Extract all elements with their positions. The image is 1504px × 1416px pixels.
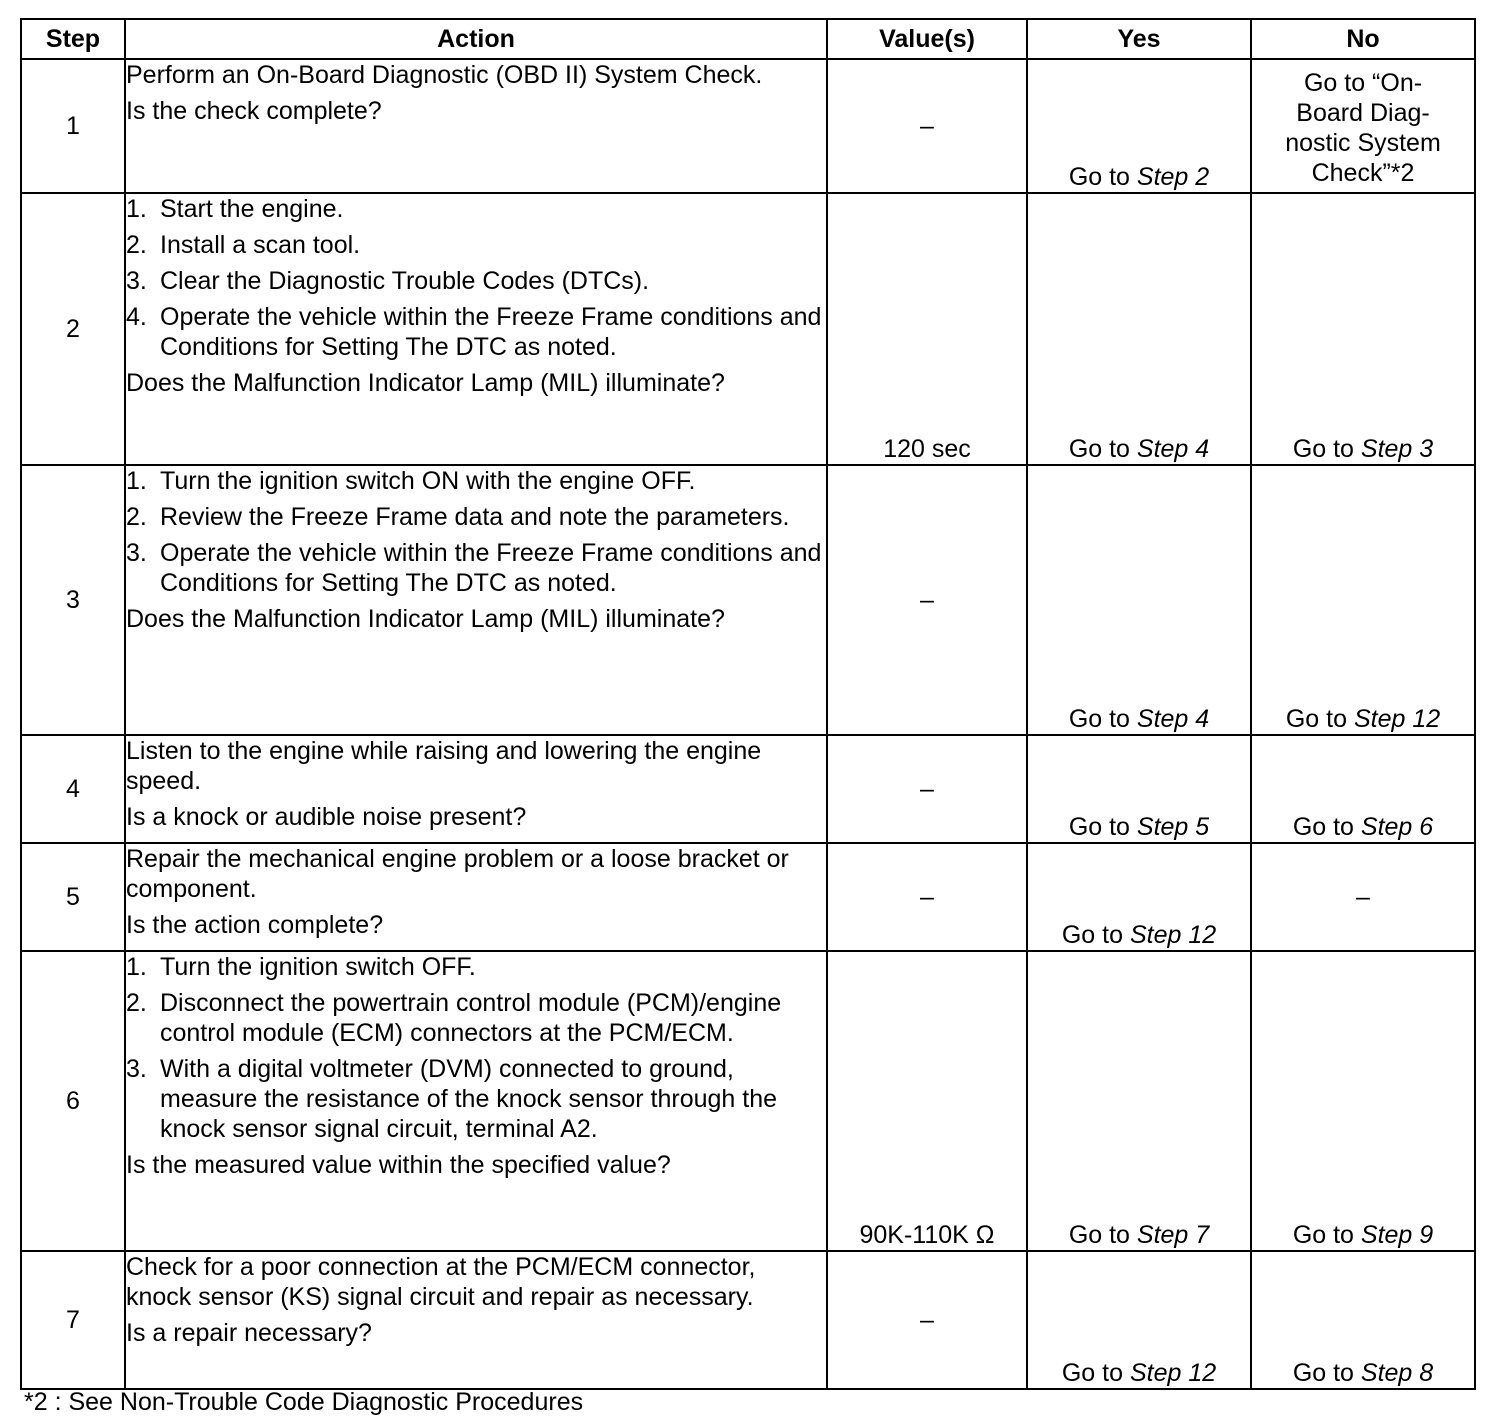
no-step-link: Step 3: [1360, 435, 1434, 463]
no-step-link: Step 8: [1360, 1359, 1434, 1387]
diagnostic-table: [20, 18, 1476, 1390]
no-line: Go to “On-: [1303, 69, 1423, 97]
value-cell: –: [827, 465, 1027, 735]
header-step: Step: [21, 19, 125, 59]
action-question: Is the action complete?: [126, 911, 384, 939]
step-number: 6: [21, 951, 125, 1251]
yes-cell: Go to Step 4: [1027, 465, 1251, 735]
action-list-item: 2. Install a scan tool.: [126, 231, 361, 259]
action-question: Does the Malfunction Indicator Lamp (MIL) illuminate?: [126, 605, 725, 633]
footnote: *2 : See Non-Trouble Code Diagnostic Procedures: [24, 1388, 584, 1416]
step-number: 2: [21, 193, 125, 465]
yes-step-link: Step 4: [1136, 435, 1210, 463]
action-cell: [125, 951, 827, 1251]
no-step-link: Step 12: [1353, 705, 1441, 733]
table-row: [21, 1251, 1475, 1389]
action-cell: [125, 735, 827, 843]
yes-cell: Go to Step 12: [1027, 843, 1251, 951]
action-text: Perform an On-Board Diagnostic (OBD II) System Check.: [126, 61, 763, 89]
action-text: Repair the mechanical engine problem or a loose bracket or component.: [126, 845, 789, 903]
action-list-item: 3. Operate the vehicle within the Freeze Frame conditions and Conditions for Setting The DTC as noted.: [126, 539, 822, 597]
no-step-link: Step 6: [1360, 813, 1434, 841]
action-list-item: 1. Turn the ignition switch OFF.: [126, 953, 476, 981]
table-row: [21, 735, 1475, 843]
value-cell: –: [827, 843, 1027, 951]
action-cell: [125, 59, 827, 193]
action-cell: [125, 843, 827, 951]
table-row: [21, 59, 1475, 193]
no-cell: [1251, 59, 1475, 193]
action-question: Is the measured value within the specified value?: [126, 1151, 671, 1179]
no-line: Check”*2: [1311, 159, 1415, 187]
action-list-item: 1. Start the engine.: [126, 195, 344, 223]
header-yes: Yes: [1027, 19, 1251, 59]
action-list-item: 4. Operate the vehicle within the Freeze Frame conditions and Conditions for Setting The DTC as noted.: [126, 303, 822, 361]
action-question: Is a knock or audible noise present?: [126, 803, 527, 831]
action-list-item: 2. Review the Freeze Frame data and note the parameters.: [126, 503, 790, 531]
no-line: Board Diag-: [1296, 99, 1430, 127]
yes-cell: Go to Step 4: [1027, 193, 1251, 465]
no-cell: Go to Step 8: [1251, 1251, 1475, 1389]
table-row: [21, 465, 1475, 735]
yes-cell: [1027, 59, 1251, 193]
step-number: 4: [21, 735, 125, 843]
header-row: [21, 19, 1475, 59]
action-cell: [125, 1251, 827, 1389]
yes-step-link: Step 7: [1136, 1221, 1210, 1249]
table-row: [21, 193, 1475, 465]
action-list-item: 2. Disconnect the powertrain control module (PCM)/engine control module (ECM) connectors at the PCM/ECM.: [126, 989, 782, 1047]
yes-cell: Go to Step 5: [1027, 735, 1251, 843]
yes-step-link: Step 5: [1136, 813, 1210, 841]
action-question: Does the Malfunction Indicator Lamp (MIL) illuminate?: [126, 369, 725, 397]
value-cell: –: [827, 59, 1027, 193]
step-number: 7: [21, 1251, 125, 1389]
table-row: [21, 843, 1475, 951]
no-cell: Go to Step 9: [1251, 951, 1475, 1251]
no-step-link: Step 9: [1360, 1221, 1434, 1249]
action-text: Listen to the engine while raising and lowering the engine speed.: [126, 737, 762, 795]
action-question: Is a repair necessary?: [126, 1319, 372, 1347]
action-text: Check for a poor connection at the PCM/ECM connector, knock sensor (KS) signal circuit and repair as necessary.: [126, 1253, 756, 1311]
action-cell: [125, 193, 827, 465]
no-cell: Go to Step 3: [1251, 193, 1475, 465]
step-number: 5: [21, 843, 125, 951]
no-line: nostic System: [1285, 129, 1441, 157]
action-list-item: 3. Clear the Diagnostic Trouble Codes (DTCs).: [126, 267, 650, 295]
value-cell: 120 sec: [827, 193, 1027, 465]
yes-step-link: Step 2: [1136, 163, 1210, 191]
step-number: 3: [21, 465, 125, 735]
action-cell: [125, 465, 827, 735]
no-cell: –: [1251, 843, 1475, 951]
yes-prefix: Go to: [1068, 163, 1137, 191]
yes-cell: Go to Step 12: [1027, 1251, 1251, 1389]
no-cell: Go to Step 12: [1251, 465, 1475, 735]
yes-cell: Go to Step 7: [1027, 951, 1251, 1251]
action-question: Is the check complete?: [126, 97, 382, 125]
value-cell: –: [827, 735, 1027, 843]
value-cell: –: [827, 1251, 1027, 1389]
header-action: Action: [125, 19, 827, 59]
yes-step-link: Step 12: [1129, 1359, 1217, 1387]
header-no: No: [1251, 19, 1475, 59]
header-values: Value(s): [827, 19, 1027, 59]
yes-step-link: Step 12: [1129, 921, 1217, 949]
action-list-item: 3. With a digital voltmeter (DVM) connected to ground, measure the resistance of the knock sensor through the knock sensor signal circuit, terminal A2.: [126, 1055, 778, 1143]
value-cell: 90K-110K Ω: [827, 951, 1027, 1251]
table-row: [21, 951, 1475, 1251]
yes-step-link: Step 4: [1136, 705, 1210, 733]
step-number: 1: [21, 59, 125, 193]
no-cell: Go to Step 6: [1251, 735, 1475, 843]
action-list-item: 1. Turn the ignition switch ON with the engine OFF.: [126, 467, 696, 495]
